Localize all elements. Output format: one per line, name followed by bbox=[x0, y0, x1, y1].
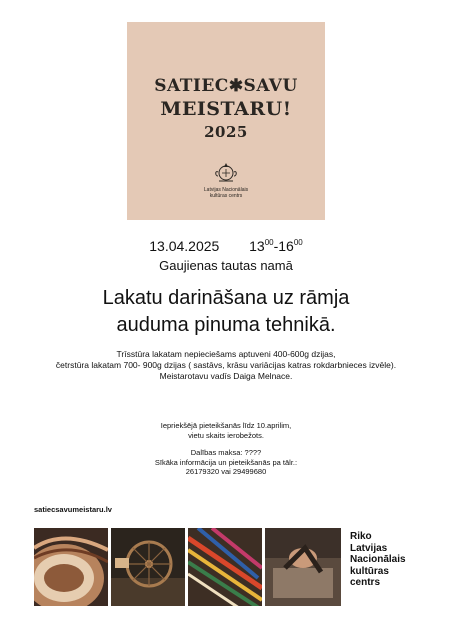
poster-org-name bbox=[127, 187, 325, 199]
poster-title-line2: MEISTARU! bbox=[160, 98, 292, 120]
contact-phones: 26179320 vai 29499680 bbox=[185, 467, 267, 476]
heading-line1: Lakatu darināšana uz rāmja bbox=[102, 287, 350, 309]
riko-line2: Latvijas bbox=[350, 542, 388, 554]
description-line1: Trīsstūra lakatam nepieciešams aptuveni 400-600g dzijas, bbox=[116, 349, 336, 359]
riko-line3: Nacionālais bbox=[350, 554, 406, 565]
description bbox=[0, 349, 452, 382]
poster-org-line2: kultūras centrs bbox=[209, 193, 243, 199]
woven-belts-photo bbox=[188, 528, 262, 606]
registration-info bbox=[0, 421, 452, 440]
event-poster-graphic bbox=[127, 22, 325, 220]
event-time bbox=[249, 238, 303, 254]
poster-org-line1: Latvijas Nacionālais bbox=[203, 187, 249, 193]
description-line2: četrstūra lakatam 700- 900g dzijas ( sastāvs, krāsu variācijas katras rokdarbnieces izvēle). bbox=[55, 360, 397, 370]
registration-line1: Iepriekšējā pieteikšanās līdz 10.aprilim, bbox=[160, 421, 292, 430]
riko-line1: Riko bbox=[350, 531, 372, 542]
time-start: 13 bbox=[249, 238, 265, 254]
workshop-heading bbox=[0, 285, 452, 339]
event-date-time bbox=[0, 238, 452, 254]
riko-logo bbox=[350, 531, 406, 589]
riko-line4: kultūras bbox=[350, 565, 389, 577]
poster-title-line1: SATIEC✱SAVU bbox=[154, 76, 298, 96]
description-line3: Meistarotavu vadīs Daiga Melnace. bbox=[159, 371, 293, 381]
riko-line5: centrs bbox=[350, 577, 381, 588]
lace-craft-photo bbox=[34, 528, 108, 606]
event-date: 13.04.2025 bbox=[149, 238, 220, 254]
fee-info bbox=[0, 448, 452, 477]
spinning-wheel-photo bbox=[111, 528, 185, 606]
metal-craft-photo bbox=[265, 528, 341, 606]
event-venue: Gaujienas tautas namā bbox=[159, 258, 293, 273]
time-end: -16 bbox=[273, 238, 294, 254]
time-start-minutes: 00 bbox=[264, 238, 274, 247]
coat-of-arms-icon bbox=[212, 160, 240, 186]
time-end-minutes: 00 bbox=[293, 238, 303, 247]
contact-info-line: Sīkāka informācija un pieteikšanās pa tālr.: bbox=[154, 457, 298, 467]
poster-year: 2025 bbox=[204, 123, 248, 141]
registration-line2: vietu skaits ierobežots. bbox=[188, 430, 264, 440]
participation-fee: Dalības maksa: ???? bbox=[190, 448, 262, 457]
website-link[interactable]: satiecsavumeistaru.lv bbox=[34, 505, 112, 514]
heading-line2: auduma pinuma tehnikā. bbox=[116, 314, 336, 336]
